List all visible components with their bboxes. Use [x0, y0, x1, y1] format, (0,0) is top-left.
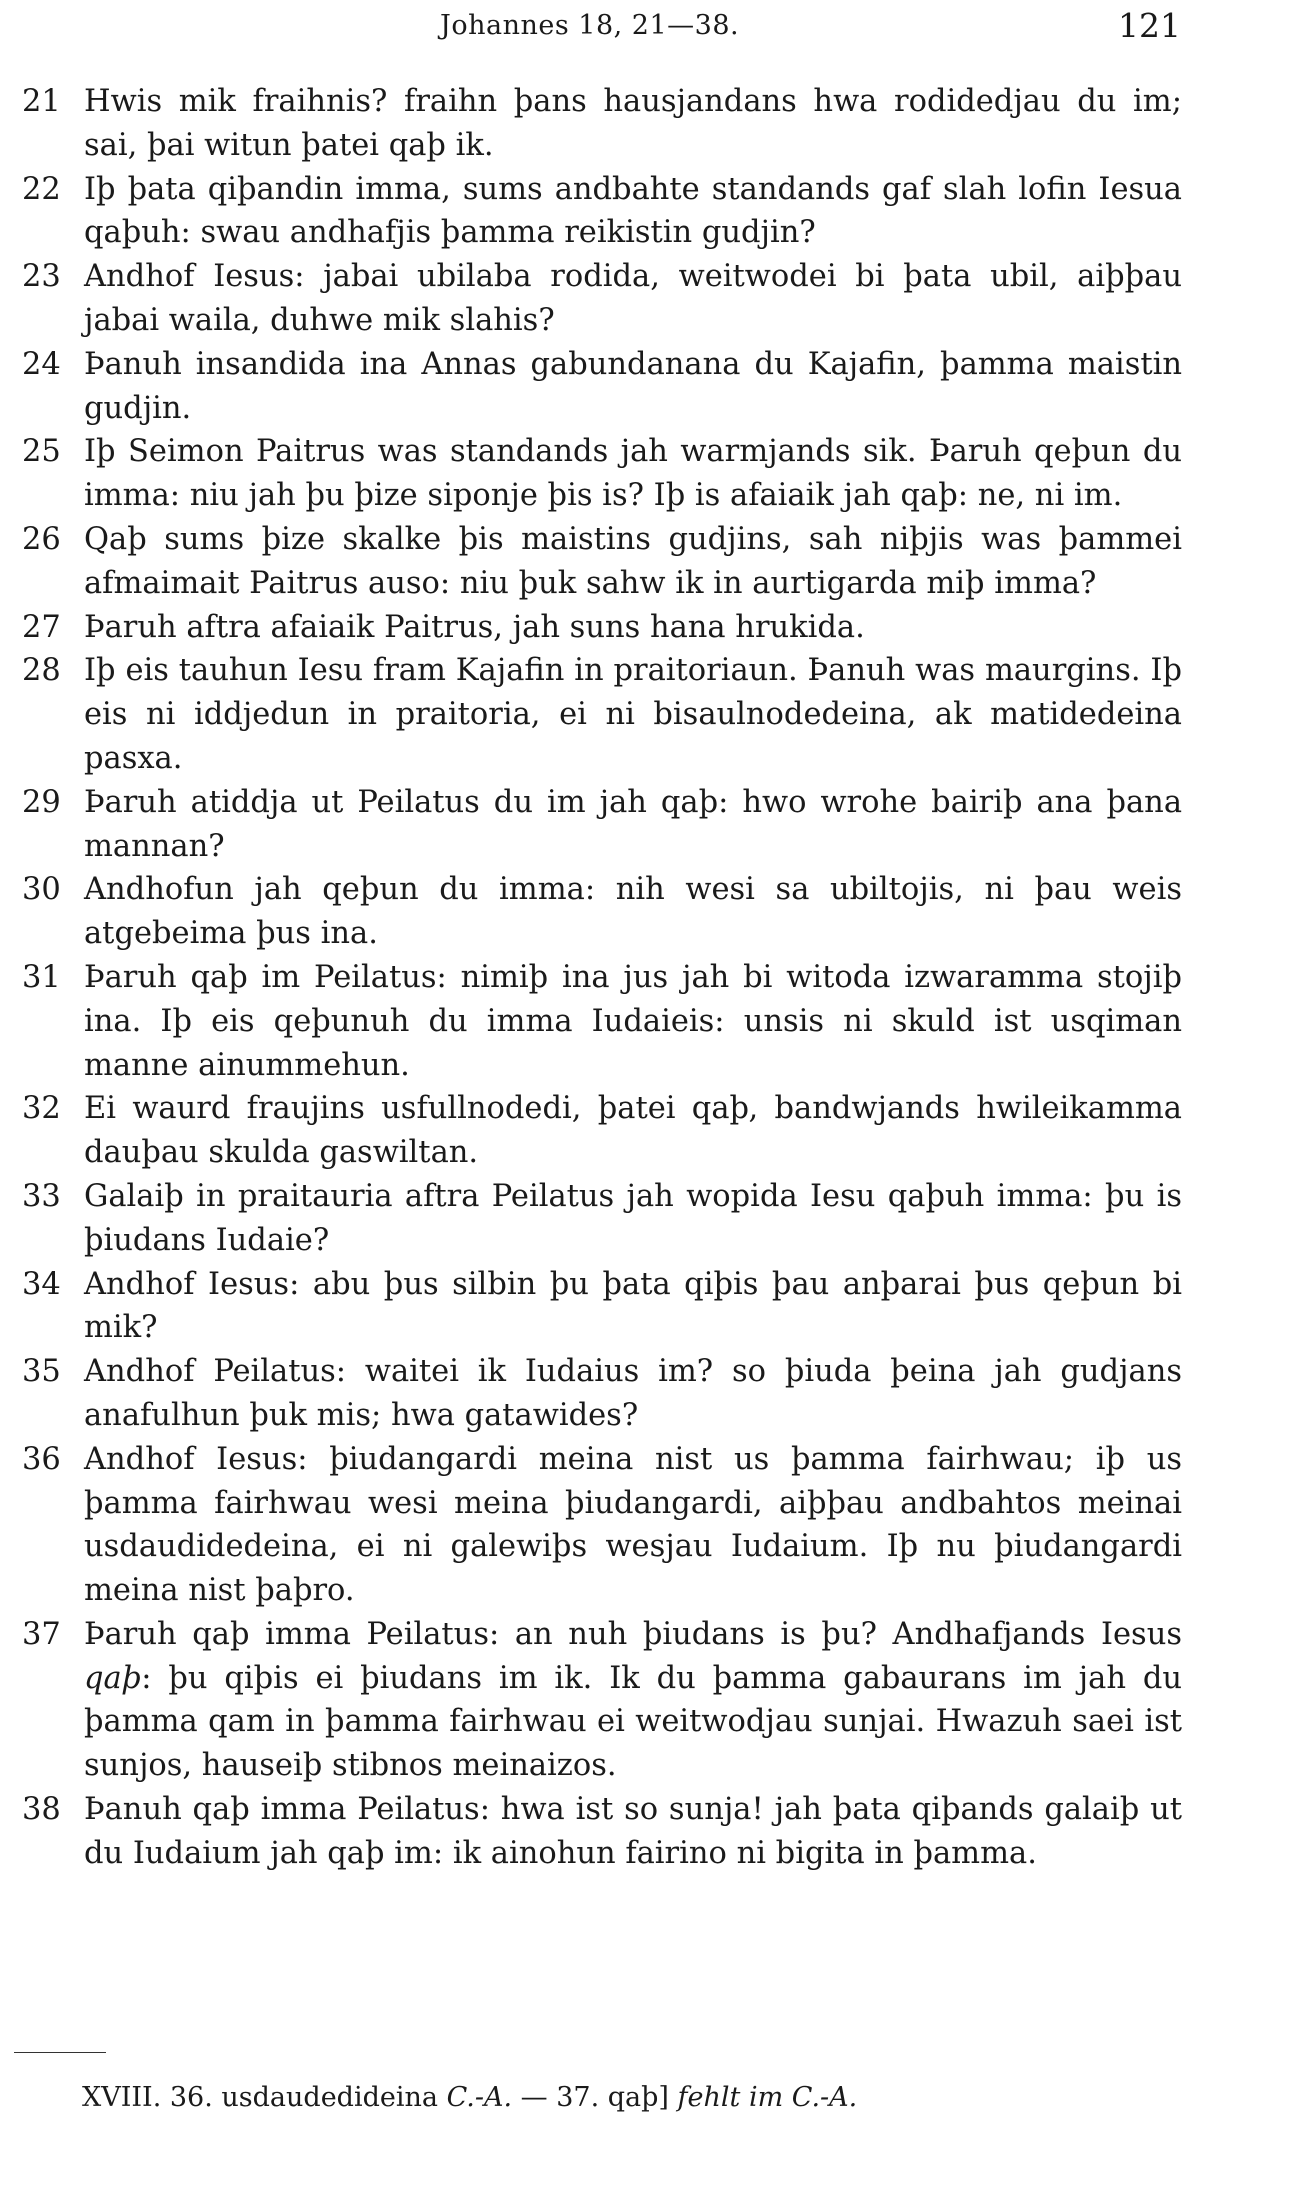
critical-apparatus-footnote	[82, 2080, 857, 2116]
verse-number: 27	[22, 609, 61, 645]
page-number: 121	[1118, 6, 1181, 45]
verse-text: Þaruh qaþ im Peilatus: nimiþ ina jus jah bi witoda izwaramma stojiþ ina. Iþ eis qeþunuh du imma Iudaieis: unsis ni skuld ist usqiman manne ainummehun.	[84, 959, 1182, 1083]
verse-number: 31	[22, 959, 61, 995]
verse-27	[22, 606, 1182, 650]
verse-22	[22, 168, 1182, 256]
verse-text: Iþ eis tauhun Iesu fram Kajafin in praitoriaun. Þanuh was maurgins. Iþ eis ni iddjedun in praitoria, ei ni bisaulnodedeina, ak matidedeina pasxa.	[84, 653, 1182, 776]
verse-text: Ei waurd fraujins usfullnodedi, þatei qaþ, bandwjands hwileikamma dauþau skulda gaswiltan.	[84, 1091, 1182, 1171]
verse-text: Andhof Iesus: þiudangardi meina nist us þamma fairhwau; iþ us þamma fairhwau wesi meina þiudangardi, aiþþau andbahtos meinai usdaudidedeina, ei ni galewiþs wesjau Iudaium. Iþ nu þiudangardi meina nist þaþro.	[84, 1441, 1182, 1609]
verse-number: 28	[22, 653, 61, 689]
verse-text: Þaruh aftra afaiaik Paitrus, jah suns hana hrukida.	[84, 609, 865, 645]
verse-number: 21	[22, 84, 61, 119]
verse-number: 23	[22, 259, 61, 295]
footnote-rule	[14, 2052, 106, 2053]
verse-number: 35	[22, 1354, 61, 1390]
footnote-siglum: C.-A.	[446, 2082, 513, 2113]
verse-37	[22, 1613, 1182, 1788]
verse-text-italic: qaþ	[84, 1660, 142, 1696]
verse-26	[22, 518, 1182, 606]
verse-29	[22, 781, 1182, 869]
verse-number: 25	[22, 434, 61, 470]
verse-text: Andhofun jah qeþun du imma: nih wesi sa ubiltojis, ni þau weis atgebeima þus ina.	[84, 872, 1182, 952]
verse-35	[22, 1350, 1182, 1438]
verse-number: 33	[22, 1178, 61, 1214]
verse-number: 32	[22, 1091, 61, 1127]
verse-number: 38	[22, 1792, 61, 1828]
verse-21	[22, 80, 1182, 168]
footnote-text: XVIII. 36. usdaudedideina	[82, 2082, 447, 2113]
verse-text-part: Þaruh qaþ imma Peilatus: an nuh þiudans is þu? Andhafjands Iesus	[84, 1616, 1182, 1652]
verse-31	[22, 956, 1182, 1087]
verse-33	[22, 1175, 1182, 1263]
page-header	[0, 4, 1304, 44]
verse-text: Andhof Iesus: abu þus silbin þu þata qiþis þau anþarai þus qeþun bi mik?	[84, 1266, 1182, 1346]
footnote-text: — 37. qaþ]	[512, 2082, 678, 2113]
verse-25	[22, 430, 1182, 518]
verse-34	[22, 1263, 1182, 1351]
verse-text	[84, 1617, 1182, 1783]
verse-30	[22, 868, 1182, 956]
verse-number: 22	[22, 171, 61, 207]
verse-number: 34	[22, 1266, 61, 1302]
verse-number: 36	[22, 1441, 61, 1477]
verse-38	[22, 1788, 1182, 1876]
verse-number: 37	[22, 1616, 61, 1652]
verse-text: Iþ Seimon Paitrus was standands jah warmjands sik. Þaruh qeþun du imma: niu jah þu þize siponje þis is? Iþ is afaiaik jah qaþ: ne, ni im.	[84, 434, 1182, 514]
verse-text: Andhof Peilatus: waitei ik Iudaius im? so þiuda þeina jah gudjans anafulhun þuk mis; hwa gatawides?	[84, 1354, 1182, 1433]
verse-text: Galaiþ in praitauria aftra Peilatus jah wopida Iesu qaþuh imma: þu is þiudans Iudaie?	[84, 1178, 1182, 1258]
verse-text: Þaruh atiddja ut Peilatus du im jah qaþ: hwo wrohe bairiþ ana þana mannan?	[84, 784, 1182, 864]
verse-number: 29	[22, 784, 61, 820]
verse-text: Þanuh qaþ imma Peilatus: hwa ist so sunja! jah þata qiþands galaiþ ut du Iudaium jah qaþ im: ik ainohun fairino ni bigita in þamma.	[84, 1792, 1182, 1871]
verse-text: Andhof Iesus: jabai ubilaba rodida, weitwodei bi þata ubil, aiþþau jabai waila, duhwe mik slahis?	[84, 259, 1182, 338]
verse-text: Iþ þata qiþandin imma, sums andbahte standands gaf slah lofin Iesua qaþuh: swau andhafjis þamma reikistin gudjin?	[84, 171, 1182, 251]
verse-32	[22, 1087, 1182, 1175]
verse-text: Þanuh insandida ina Annas gabundanana du Kajafin, þamma maistin gudjin.	[84, 346, 1182, 426]
running-head: Johannes 18, 21—38.	[440, 10, 740, 41]
verse-36	[22, 1438, 1182, 1613]
footnote-note: fehlt im C.-A.	[677, 2082, 858, 2113]
verse-text: Qaþ sums þize skalke þis maistins gudjins, sah niþjis was þammei afmaimait Paitrus auso: niu þuk sahw ik in aurtigarda miþ imma?	[84, 521, 1182, 601]
verse-number: 30	[22, 872, 61, 908]
verse-text-part: : þu qiþis ei þiudans im ik. Ik du þamma gabaurans im jah du þamma qam in þamma fairhwau ei weitwodjau sunjai. Hwazuh saei ist sunjos, hauseiþ stibnos meinaizos.	[84, 1660, 1182, 1784]
verse-list	[22, 80, 1182, 1876]
verse-28	[22, 649, 1182, 780]
verse-number: 24	[22, 346, 61, 382]
verse-23	[22, 255, 1182, 343]
verse-text: Hwis mik fraihnis? fraihn þans hausjandans hwa rodidedjau du im; sai, þai witun þatei qaþ ik.	[84, 84, 1182, 163]
verse-number: 26	[22, 521, 61, 557]
verse-24	[22, 343, 1182, 431]
